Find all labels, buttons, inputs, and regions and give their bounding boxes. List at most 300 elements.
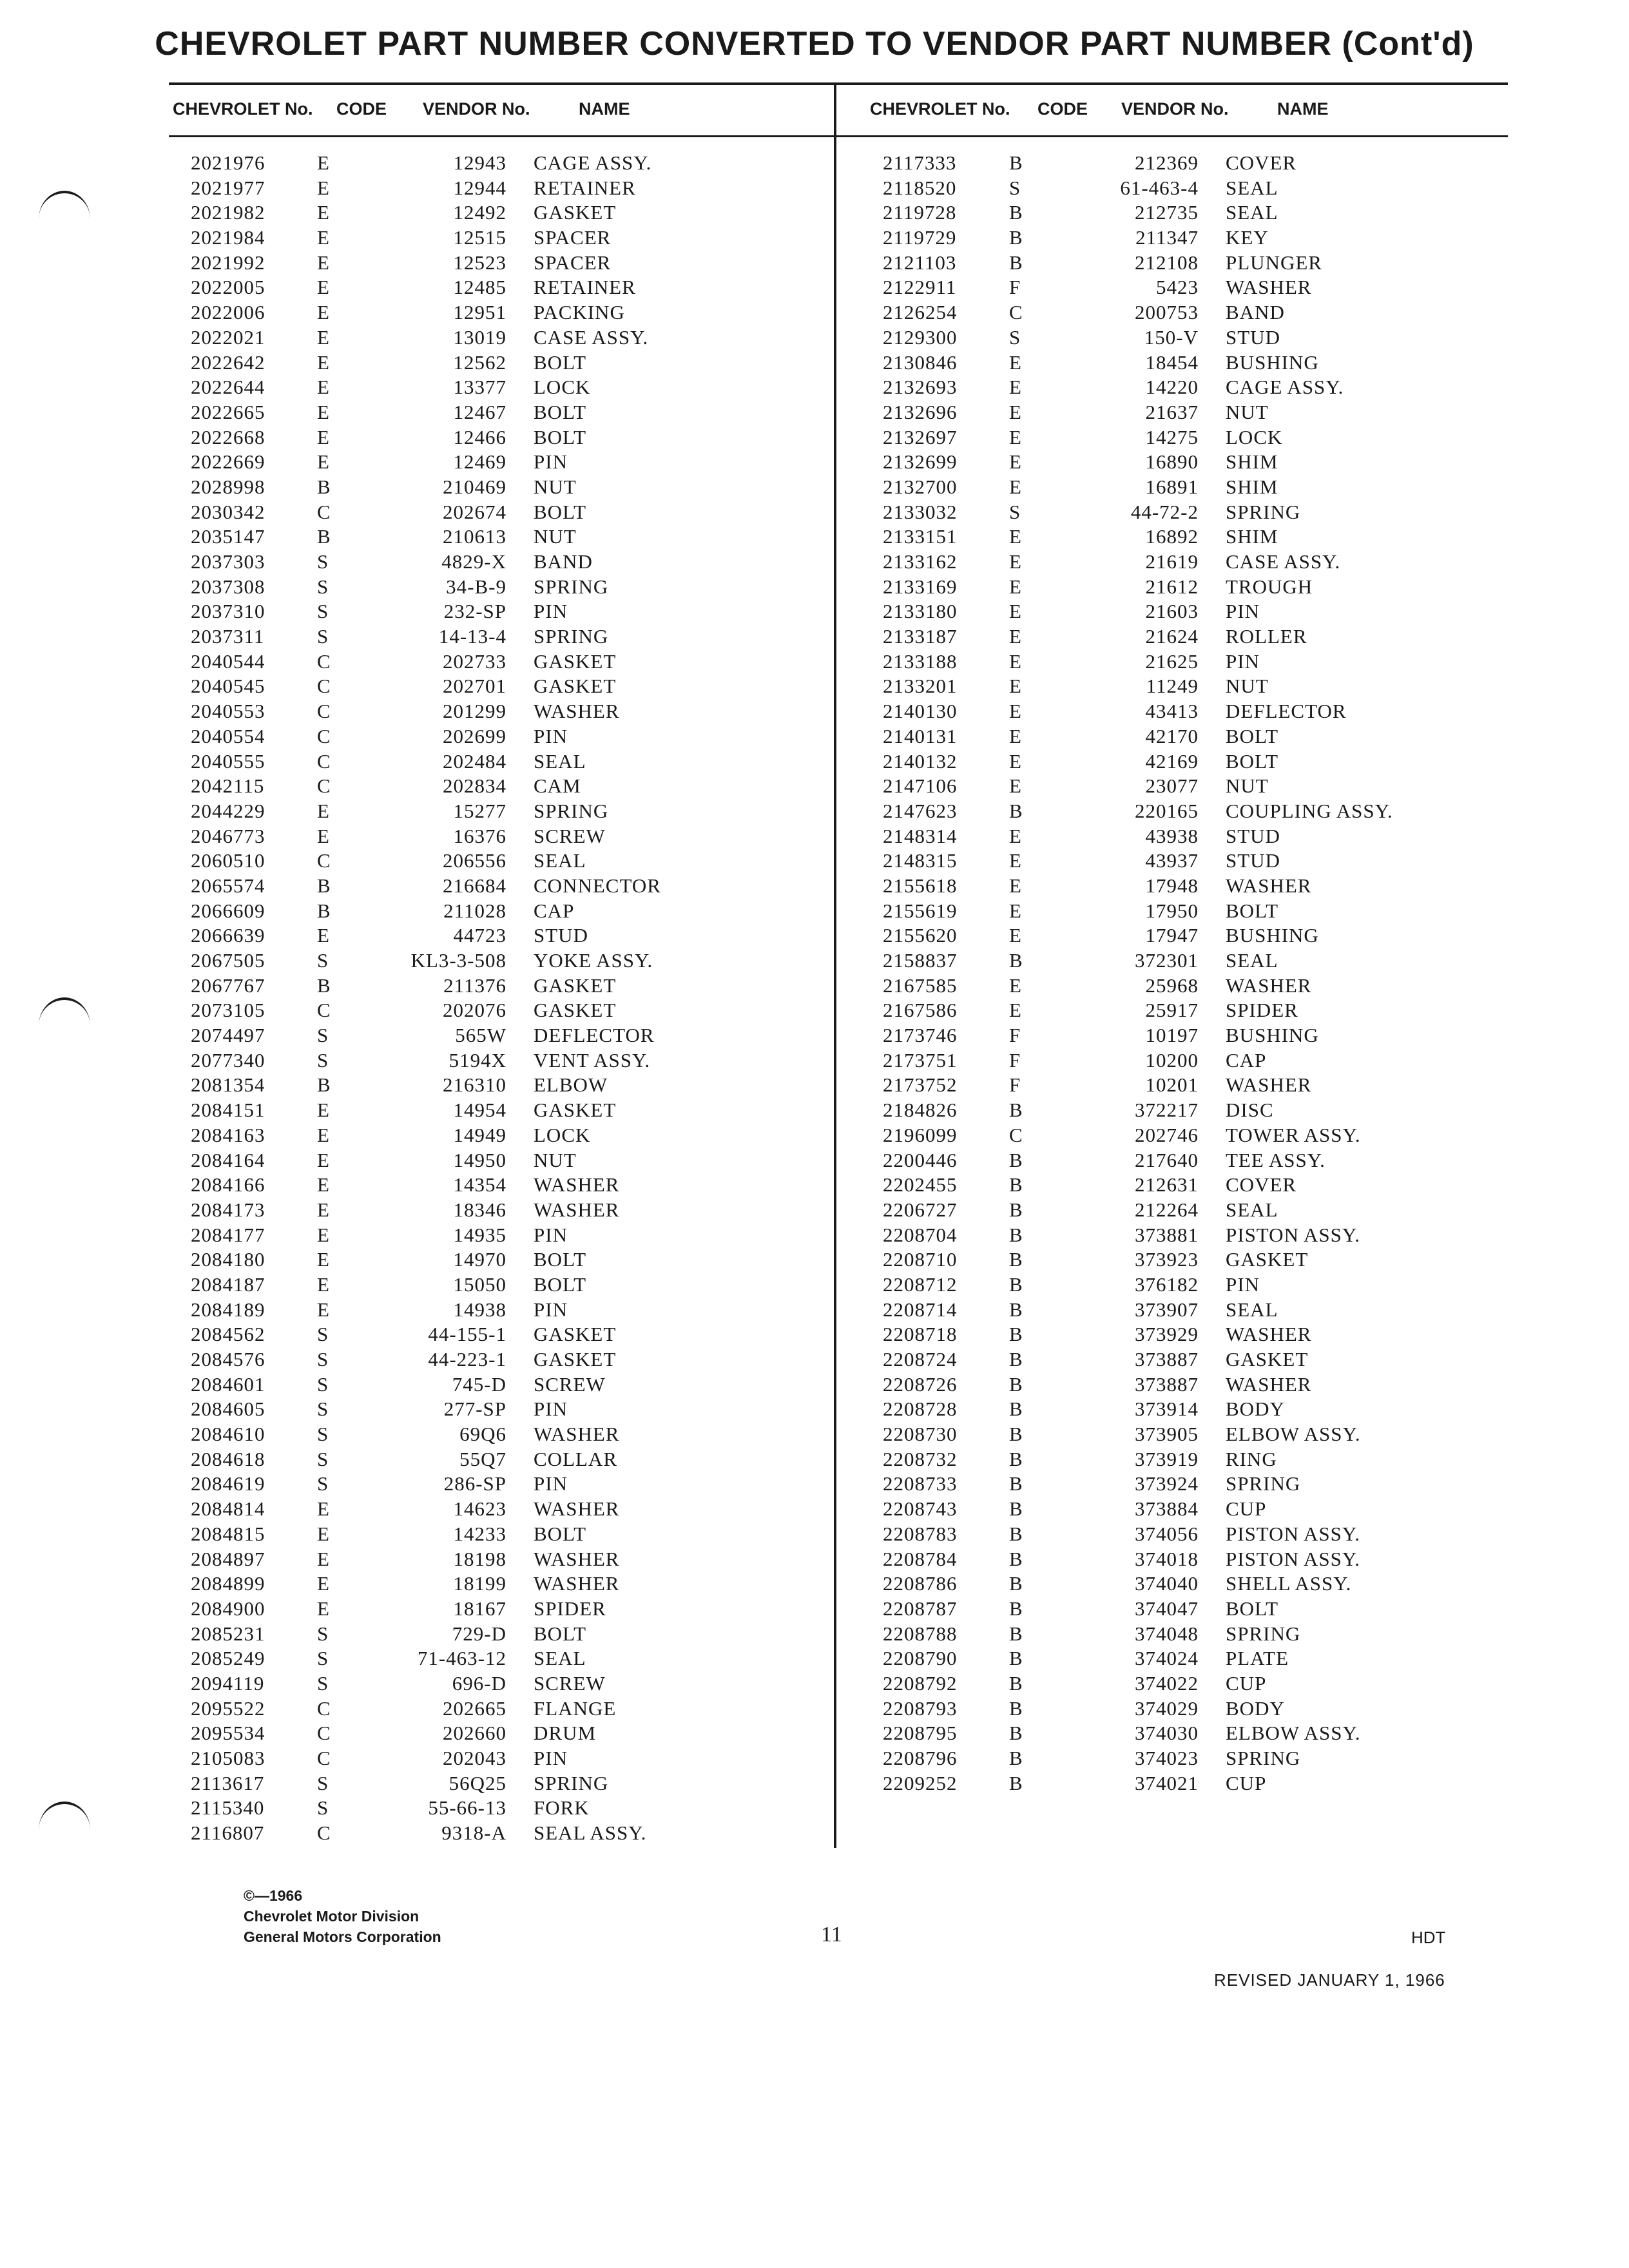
chevrolet-number: 2115340 [191,1796,265,1820]
vendor-number: 210613 [443,525,506,548]
table-row [883,226,1527,251]
chevrolet-number: 2208728 [883,1398,958,1421]
code: E [1009,575,1022,598]
code: C [317,849,331,872]
margin-mark [39,191,90,219]
chevrolet-number: 2133169 [883,575,958,598]
table-row [883,1372,1527,1398]
vendor-number: 21637 [1145,400,1199,423]
table-row [883,624,1527,649]
table-row [883,1173,1527,1198]
vendor-number: 286-SP [443,1472,506,1495]
code: B [1009,201,1023,224]
part-name: GASKET [1226,1348,1309,1370]
chevrolet-number: 2147623 [883,799,958,822]
vendor-number: 374018 [1135,1547,1199,1570]
vendor-number: 21603 [1145,600,1199,623]
table-row [191,1247,835,1273]
code: B [1009,1148,1023,1171]
table-row [883,1273,1527,1298]
code: E [317,176,330,199]
code: S [317,1024,329,1047]
code: B [1009,1099,1023,1122]
table-row [191,1597,835,1622]
part-name: COVER [1226,1173,1297,1196]
part-name: LOCK [534,376,591,399]
chevrolet-number: 2084618 [191,1447,265,1470]
part-name: WASHER [1226,874,1312,897]
header-rule [169,135,1508,137]
code: E [317,1273,330,1296]
part-name: PIN [534,1747,568,1769]
code: B [1009,1696,1023,1720]
code: E [317,1248,330,1271]
vendor-number: 220165 [1135,799,1199,822]
chevrolet-number: 2084180 [191,1248,265,1271]
code: S [317,625,329,648]
code: C [317,1722,331,1745]
code: E [317,226,330,249]
vendor-number: 373887 [1135,1372,1199,1396]
table-row [883,674,1527,699]
vendor-number: 374048 [1135,1622,1199,1645]
part-name: GASKET [534,1323,617,1346]
part-name: SEAL [1226,201,1278,224]
chevrolet-number: 2077340 [191,1048,265,1072]
part-name: CAGE ASSY. [1226,376,1344,399]
code: E [317,924,330,947]
vendor-number: 12467 [453,400,506,423]
part-name: SPRING [1226,1472,1301,1495]
table-row [191,674,835,699]
vendor-number: 211347 [1135,226,1199,249]
part-name: ELBOW ASSY. [1226,1722,1361,1745]
part-name: SHIM [1226,450,1278,474]
part-name: GASKET [1226,1248,1309,1271]
code: E [1009,600,1022,623]
table-row [191,824,835,849]
code: B [1009,1747,1023,1769]
code: E [317,1547,330,1570]
chevrolet-number: 2132697 [883,425,958,448]
table-row [883,749,1527,774]
table-row [883,200,1527,226]
part-name: KEY [1226,226,1269,249]
code: B [1009,1597,1023,1620]
chevrolet-number: 2140131 [883,724,958,747]
code: B [1009,1398,1023,1421]
part-name: PISTON ASSY. [1226,1522,1361,1545]
code: E [1009,899,1022,922]
code: C [317,1821,331,1845]
chevrolet-number: 2173751 [883,1048,958,1072]
table-row [191,923,835,948]
chevrolet-number: 2133201 [883,675,958,698]
chevrolet-number: 2208784 [883,1547,958,1570]
table-row [191,200,835,226]
chevrolet-number: 2132699 [883,450,958,474]
chevrolet-number: 2155618 [883,874,958,897]
part-name: PISTON ASSY. [1226,1547,1361,1570]
table-row [191,1048,835,1073]
chevrolet-number: 2021984 [191,226,265,249]
vendor-number: 212631 [1135,1173,1199,1196]
part-name: TROUGH [1226,575,1313,598]
part-name: CASE ASSY. [1226,550,1341,573]
table-row [883,1073,1527,1098]
table-row [191,400,835,425]
chevrolet-number: 2022006 [191,301,265,324]
chevrolet-number: 2121103 [883,251,957,274]
part-name: WASHER [534,700,620,723]
table-row [191,1522,835,1547]
chevrolet-number: 2129300 [883,325,958,349]
vendor-number: 212735 [1135,201,1199,224]
chevrolet-number: 2208732 [883,1447,958,1470]
chevrolet-number: 2167586 [883,999,958,1022]
table-row [883,1223,1527,1248]
table-row [883,524,1527,550]
part-name: STUD [1226,824,1280,847]
part-name: PIN [534,450,568,474]
chevrolet-number: 2040554 [191,724,265,747]
chevrolet-number: 2084619 [191,1472,265,1495]
chevrolet-number: 2122911 [883,276,957,299]
chevrolet-number: 2084576 [191,1348,265,1370]
vendor-number: 21624 [1145,625,1199,648]
vendor-number: 56Q25 [448,1771,506,1794]
table-row [883,375,1527,400]
chevrolet-number: 2140130 [883,700,958,723]
table-row [883,151,1527,176]
code: E [1009,450,1022,474]
code: S [317,1671,329,1695]
part-name: BUSHING [1226,351,1319,374]
chevrolet-number: 2084189 [191,1298,265,1321]
part-name: ELBOW [534,1073,608,1097]
vendor-number: 44-72-2 [1130,500,1199,523]
vendor-number: 18346 [453,1198,506,1221]
header-vendor-no: VENDOR No. [1121,99,1229,119]
part-name: YOKE ASSY. [534,949,653,972]
part-name: GASKET [534,201,617,224]
part-name: PLATE [1226,1647,1289,1670]
vendor-number: 25968 [1145,974,1199,997]
part-name: WASHER [534,1173,620,1196]
table-row [883,799,1527,824]
part-name: PIN [1226,1273,1260,1296]
vendor-number: 16890 [1145,450,1199,474]
part-name: STUD [1226,849,1280,872]
vendor-number: 21619 [1145,550,1199,573]
table-row [191,974,835,999]
table-row [191,550,835,575]
part-name: BAND [534,550,593,573]
chevrolet-number: 2116807 [191,1821,265,1845]
vendor-number: 12943 [453,151,506,174]
vendor-number: 202699 [443,724,506,747]
chevrolet-number: 2133151 [883,525,958,548]
code: S [317,1372,329,1396]
code: E [317,1123,330,1146]
part-name: CASE ASSY. [534,325,649,349]
vendor-number: 376182 [1135,1273,1199,1296]
vendor-number: 211028 [443,899,506,922]
table-row [191,599,835,624]
chevrolet-number: 2021976 [191,151,265,174]
table-row [191,1098,835,1123]
chevrolet-number: 2074497 [191,1024,265,1047]
part-name: SEAL [534,749,586,773]
chevrolet-number: 2022668 [191,425,265,448]
vendor-number: 14954 [453,1099,506,1122]
vendor-number: 201299 [443,700,506,723]
code: B [1009,1273,1023,1296]
vendor-number: 372217 [1135,1099,1199,1122]
code: E [317,425,330,448]
vendor-number: 13377 [453,376,506,399]
table-row [191,226,835,251]
chevrolet-number: 2084814 [191,1497,265,1521]
code: S [317,550,329,573]
table-row [191,799,835,824]
chevrolet-number: 2147106 [883,774,958,798]
vendor-number: 202701 [443,675,506,698]
chevrolet-number: 2081354 [191,1073,265,1097]
code: E [1009,525,1022,548]
part-name: COVER [1226,151,1297,174]
header-code: CODE [336,99,387,119]
chevrolet-number: 2133187 [883,625,958,648]
table-row [883,176,1527,201]
vendor-number: 12562 [453,351,506,374]
vendor-number: KL3-3-508 [410,949,506,972]
code: S [317,1423,329,1446]
table-row [191,1497,835,1522]
part-name: WASHER [1226,974,1312,997]
part-name: TEE ASSY. [1226,1148,1325,1171]
code: B [317,525,331,548]
part-name: SHIM [1226,475,1278,498]
part-name: PIN [534,600,568,623]
header-name: NAME [579,99,630,119]
table-row [191,1422,835,1447]
code: S [1009,176,1021,199]
code: E [1009,400,1022,423]
code: S [1009,325,1021,349]
part-name: WASHER [534,1572,620,1595]
chevrolet-number: 2173746 [883,1024,958,1047]
part-name: PISTON ASSY. [1226,1223,1361,1246]
part-name: SPRING [1226,1622,1301,1645]
part-name: NUT [1226,774,1269,798]
chevrolet-number: 2132700 [883,475,958,498]
chevrolet-number: 2084151 [191,1099,265,1122]
chevrolet-number: 2084815 [191,1522,265,1545]
code: E [1009,675,1022,698]
table-row [883,1746,1527,1771]
table-row [191,849,835,874]
code: C [317,999,331,1022]
vendor-number: 14-13-4 [438,625,506,648]
table-row [883,1472,1527,1497]
vendor-number: 216684 [443,874,506,897]
code: B [1009,1173,1023,1196]
vendor-number: 55-66-13 [428,1796,506,1820]
part-name: BOLT [534,351,587,374]
chevrolet-number: 2209252 [883,1771,958,1794]
vendor-number: 42169 [1145,749,1199,773]
code: E [1009,974,1022,997]
table-row [191,948,835,974]
chevrolet-number: 2046773 [191,824,265,847]
table-row [191,325,835,351]
code: E [317,450,330,474]
code: E [317,1223,330,1246]
table-row [883,849,1527,874]
table-row [883,1522,1527,1547]
vendor-number: 10200 [1145,1048,1199,1072]
table-row [883,1447,1527,1472]
part-name: DEFLECTOR [1226,700,1347,723]
chevrolet-number: 2084601 [191,1372,265,1396]
part-name: WASHER [1226,1372,1312,1396]
table-row [191,151,835,176]
code: B [1009,1298,1023,1321]
table-row [191,176,835,201]
vendor-number: 745-D [452,1372,506,1396]
part-name: CONNECTOR [534,874,661,897]
vendor-number: 55Q7 [459,1447,506,1470]
vendor-number: 17947 [1145,924,1199,947]
chevrolet-number: 2133162 [883,550,958,573]
chevrolet-number: 2208733 [883,1472,958,1495]
vendor-number: 729-D [452,1622,506,1645]
chevrolet-number: 2084897 [191,1547,265,1570]
code: E [1009,625,1022,648]
part-name: FLANGE [534,1696,617,1720]
table-row [191,1397,835,1422]
part-name: BAND [1226,301,1285,324]
part-name: CUP [1226,1771,1267,1794]
chevrolet-number: 2208796 [883,1747,958,1769]
code: E [1009,351,1022,374]
code: S [317,1796,329,1820]
chevrolet-number: 2084187 [191,1273,265,1296]
part-name: SEAL [534,849,586,872]
part-name: CAP [1226,1048,1267,1072]
part-name: BOLT [534,400,587,423]
code: B [1009,1622,1023,1645]
vendor-number: 16891 [1145,475,1199,498]
vendor-number: 373881 [1135,1223,1199,1246]
table-row [191,1796,835,1821]
chevrolet-number: 2202455 [883,1173,958,1196]
vendor-number: 373923 [1135,1248,1199,1271]
vendor-number: 373884 [1135,1497,1199,1521]
vendor-number: 12951 [453,301,506,324]
chevrolet-number: 2196099 [883,1123,958,1146]
vendor-number: 202043 [443,1747,506,1769]
chevrolet-number: 2130846 [883,351,958,374]
vendor-number: 10197 [1145,1024,1199,1047]
code: E [317,400,330,423]
code: E [1009,425,1022,448]
part-name: WASHER [1226,1323,1312,1346]
part-name: SPIDER [534,1597,606,1620]
part-name: SPIDER [1226,999,1298,1022]
vendor-number: 217640 [1135,1148,1199,1171]
code: C [317,700,331,723]
table-row [883,1098,1527,1123]
chevrolet-number: 2105083 [191,1747,265,1769]
part-name: SPRING [534,1771,609,1794]
part-name: GASKET [534,999,617,1022]
vendor-number: 206556 [443,849,506,872]
table-row [883,1347,1527,1372]
part-name: NUT [1226,675,1269,698]
part-name: PIN [534,1223,568,1246]
part-name: WASHER [534,1497,620,1521]
code: F [1009,276,1021,299]
part-name: NUT [534,475,577,498]
vendor-number: 11249 [1146,675,1199,698]
vendor-number: 17950 [1145,899,1199,922]
code: S [317,1647,329,1670]
code: E [1009,376,1022,399]
table-row [883,275,1527,300]
chevrolet-number: 2084605 [191,1398,265,1421]
vendor-number: 12469 [453,450,506,474]
part-name: PIN [1226,600,1260,623]
part-name: SPRING [1226,500,1301,523]
code: E [317,276,330,299]
table-row [883,1023,1527,1048]
part-name: RETAINER [534,176,636,199]
code: B [1009,1522,1023,1545]
table-row [883,699,1527,724]
chevrolet-number: 2208795 [883,1722,958,1745]
code: B [1009,1671,1023,1695]
part-name: COLLAR [534,1447,617,1470]
part-name: CAM [534,774,581,798]
vendor-number: 202660 [443,1722,506,1745]
part-name: SPRING [534,625,609,648]
code: B [1009,1372,1023,1396]
table-row [883,824,1527,849]
part-name: NUT [534,525,577,548]
chevrolet-number: 2133188 [883,649,958,673]
table-row [191,524,835,550]
chevrolet-number: 2208790 [883,1647,958,1670]
table-row [883,774,1527,799]
table-row [191,475,835,500]
code: E [1009,999,1022,1022]
chevrolet-number: 2067505 [191,949,265,972]
copyright-text: ©—1966 [244,1887,303,1904]
right-parts-table [883,151,1527,1796]
vendor-number: 43937 [1145,849,1199,872]
table-row [883,1247,1527,1273]
chevrolet-number: 2085231 [191,1622,265,1645]
code: S [317,575,329,598]
vendor-number: 9318-A [441,1821,506,1845]
header-code: CODE [1037,99,1088,119]
table-row [191,1023,835,1048]
table-row [883,300,1527,325]
part-name: WASHER [534,1547,620,1570]
part-name: VENT ASSY. [534,1048,651,1072]
